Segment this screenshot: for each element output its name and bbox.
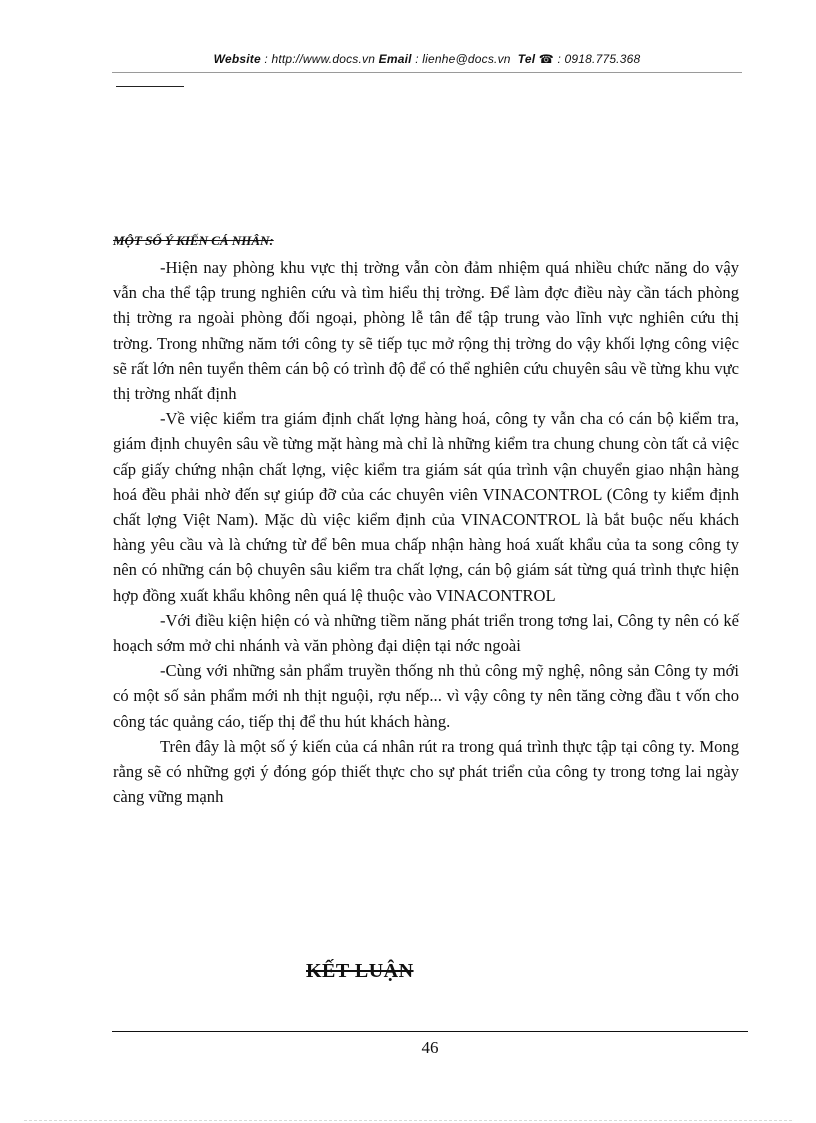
website-label: Website: [213, 52, 261, 66]
section-title: MỘT SỐ Ý KIẾN CÁ NHÂN:: [113, 233, 274, 248]
paragraph-summary: Trên đây là một số ý kiến của cá nhân rút ra trong quá trình thực tập tại công ty. Mong rằng sẽ có những gợi ý đóng góp thiết thực cho sự phát triển của công ty trong tơng lai ngày càng vững mạnh: [113, 736, 739, 807]
body-text: [113, 255, 739, 809]
conclusion-heading: KẾT LUẬN: [306, 960, 414, 982]
paragraph-quality-inspection: -Về việc kiểm tra giám định chất lợng hàng hoá, công ty vẫn cha có cán bộ kiểm tra, giám định chuyên sâu về từng mặt hàng mà chỉ là những kiểm tra chung chung còn tất cả việc cấp giấy chứng nhận chất lợng, việc kiểm tra giám sát qúa trình vận chuyển giao nhận hàng hoá đều phải nhờ đến sự giúp đỡ của các chuyên viên VINACONTROL (Công ty kiểm định chất lợng Việt Nam). Mặc dù việc kiểm định của VINACONTROL là bắt buộc nếu khách hàng yêu cầu và là chứng từ để bên mua chấp nhận hàng hoá xuất khẩu của ta song công ty nên có những cán bộ chuyên sâu kiểm tra chất lợng, cán bộ giám sát từng quá trình thực hiện hợp đồng xuất khẩu không nên quá lệ thuộc vào VINACONTROL: [113, 409, 739, 605]
email-address: : lienhe@docs.vn: [415, 52, 511, 66]
footer-divider: [112, 1031, 748, 1032]
website-url: : http://www.docs.vn: [264, 52, 376, 66]
paragraph-marketing-investment: -Cùng với những sản phẩm truyền thống nh thủ công mỹ nghệ, nông sản Công ty mới có một số sản phẩm mới nh thịt nguội, rợu nếp... vì vậy công ty nên tăng cờng đầu t vốn cho công tác quảng cáo, tiếp thị để thu hút khách hàng.: [113, 661, 739, 731]
page-edge: [24, 1120, 792, 1121]
email-label: Email: [378, 52, 412, 66]
paragraph-market-department: -Hiện nay phòng khu vực thị trờng vẫn còn đảm nhiệm quá nhiều chức năng do vậy vẫn cha thể tập trung nghiên cứu và tìm hiểu thị trờng. Để làm đợc điều này cần tách phòng thị trờng ra ngoài phòng đối ngoại, phòng lễ tân để tập trung vào lĩnh vực nghiên cứu thị trờng. Trong những năm tới công ty sẽ tiếp tục mở rộng thị trờng do vậy khối lợng công việc sẽ rất lớn nên tuyển thêm cán bộ có trình độ để có thể nghiên cứu chuyên sâu về từng khu vực thị trờng nhất định: [113, 258, 739, 404]
telephone-number: : 0918.775.368: [557, 52, 641, 66]
header-divider: [112, 72, 742, 73]
footnote-divider: [116, 86, 184, 87]
paragraph-branch-expansion: -Với điều kiện hiện có và những tiềm năng phát triển trong tơng lai, Công ty nên có kế hoạch sớm mở chi nhánh và văn phòng đại diện tại nớc ngoài: [113, 610, 739, 656]
page-number: 46: [421, 1038, 439, 1057]
page-header: [112, 52, 742, 66]
telephone-label: Tel ☎: [517, 52, 554, 66]
